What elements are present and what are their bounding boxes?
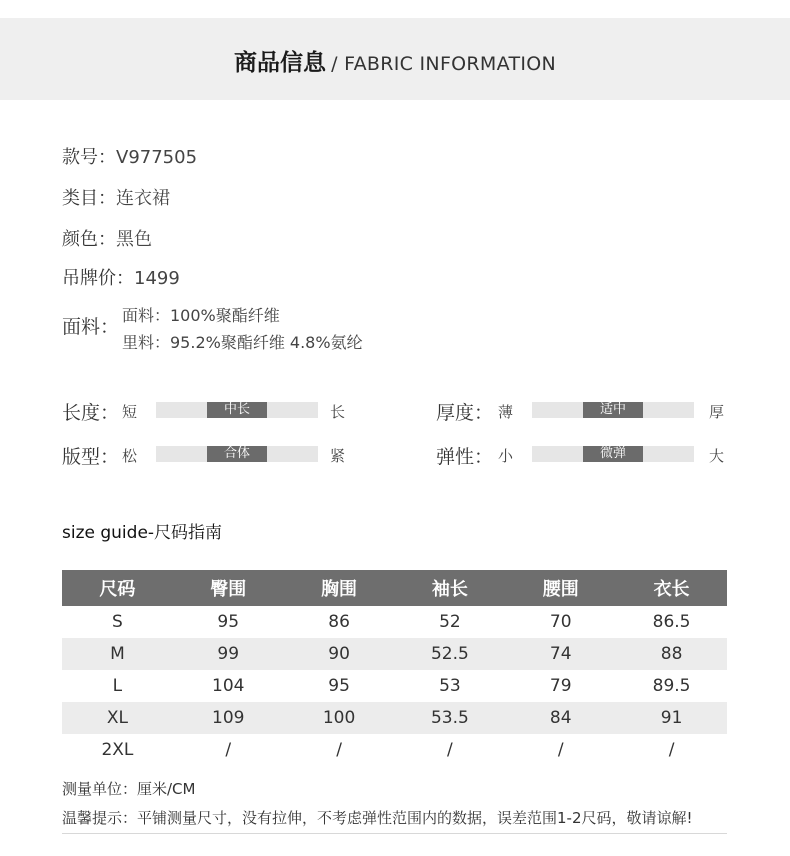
fit-min: 松 (122, 447, 138, 465)
table-cell: 90 (284, 638, 395, 670)
category-row (62, 184, 170, 210)
measure-unit-note: 测量单位：厘米/CM (62, 780, 196, 798)
table-cell: L (112, 676, 123, 696)
table-cell: 95 (217, 612, 240, 632)
color-label: 颜色： (62, 229, 116, 250)
thickness-label: 厚度： (436, 402, 494, 424)
price-row (62, 264, 180, 290)
fabric-outer: 面料：100%聚酯纤维 (122, 306, 280, 325)
table-row (62, 702, 727, 734)
table-cell: 86.5 (652, 612, 691, 632)
table-cell: 79 (549, 676, 572, 696)
table-cell: 52.5 (394, 638, 505, 670)
table-cell: 52 (439, 612, 461, 632)
elasticity-selected: 微弹 (583, 446, 643, 462)
table-cell: 89.5 (652, 676, 691, 696)
page-title (0, 44, 790, 77)
table-cell: 104 (212, 676, 245, 696)
length-scale (156, 402, 318, 418)
table-row (62, 606, 727, 638)
table-cell: / (447, 740, 453, 760)
table-cell: 53 (439, 676, 461, 696)
header-hip: 臀围 (173, 570, 284, 606)
fit-selected: 合体 (207, 446, 267, 462)
size-table (62, 570, 727, 766)
thickness-scale (532, 402, 694, 418)
price-value: 1499 (134, 268, 180, 289)
category-value: 连衣裙 (116, 188, 170, 209)
style-number-label: 款号： (62, 147, 116, 168)
header-bust: 胸围 (284, 570, 395, 606)
fit-max: 紧 (330, 447, 346, 465)
header-waist: 腰围 (505, 570, 616, 606)
table-cell: / (557, 740, 564, 760)
thickness-max: 厚 (709, 403, 725, 421)
table-cell: M (62, 638, 173, 670)
table-row (62, 734, 727, 766)
table-cell: 99 (173, 638, 284, 670)
tip-note: 温馨提示：平铺测量尺寸，没有拉伸，不考虑弹性范围内的数据，误差范围1-2尺码，敬请谅解! (62, 809, 693, 827)
thickness-min: 薄 (498, 403, 514, 421)
elasticity-scale (532, 446, 694, 462)
fit-label: 版型： (62, 446, 120, 468)
table-cell: S (112, 612, 123, 632)
page-title-en: / FABRIC INFORMATION (331, 53, 557, 75)
color-value: 黑色 (116, 229, 152, 250)
style-number-value: V977505 (116, 147, 198, 168)
style-number-row (62, 143, 197, 169)
length-max: 长 (330, 403, 346, 421)
footer-divider (62, 833, 727, 834)
elasticity-min: 小 (498, 447, 514, 465)
elasticity-max: 大 (709, 447, 725, 465)
page-title-cn: 商品信息 (233, 50, 326, 76)
table-cell: 95 (328, 676, 350, 696)
table-cell: 100 (284, 702, 395, 734)
table-cell: 86 (328, 612, 350, 632)
header-length: 衣长 (616, 570, 727, 606)
table-cell: 2XL (101, 740, 134, 760)
length-min: 短 (122, 403, 138, 421)
table-cell: 91 (616, 702, 727, 734)
header-size: 尺码 (62, 570, 173, 606)
length-label: 长度： (62, 402, 120, 424)
table-cell: 88 (616, 638, 727, 670)
thickness-selected: 适中 (583, 402, 643, 418)
length-selected: 中长 (207, 402, 267, 418)
price-label: 吊牌价： (62, 268, 134, 289)
color-row (62, 225, 152, 251)
category-label: 类目： (62, 188, 116, 209)
fabric-label: 面料： (62, 316, 120, 338)
table-cell: 84 (505, 702, 616, 734)
header-sleeve: 袖长 (394, 570, 505, 606)
table-cell: / (336, 740, 342, 760)
table-row (62, 638, 727, 670)
table-cell: 74 (505, 638, 616, 670)
size-table-header-row (62, 570, 727, 606)
table-cell: 109 (173, 702, 284, 734)
size-guide-title: size guide-尺码指南 (62, 523, 223, 543)
fabric-lining: 里料：95.2%聚酯纤维 4.8%氨纶 (122, 333, 363, 352)
fit-scale (156, 446, 318, 462)
table-row (62, 670, 727, 702)
table-cell: / (225, 740, 232, 760)
elasticity-label: 弹性： (436, 446, 494, 468)
table-cell: 70 (549, 612, 572, 632)
table-cell: 53.5 (394, 702, 505, 734)
table-cell: / (668, 740, 675, 760)
table-cell: XL (62, 702, 173, 734)
